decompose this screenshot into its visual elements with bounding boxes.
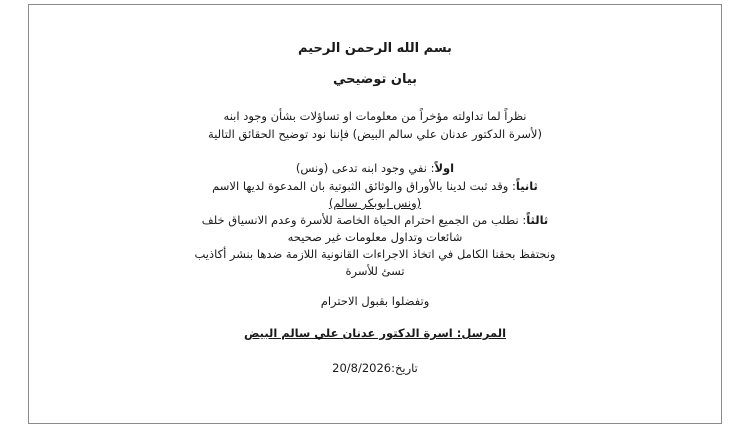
- closing-line: وتفضلوا بقبول الاحترام: [320, 294, 430, 308]
- point-2-label: ثانياً: [515, 179, 538, 193]
- date-line: تاريخ:20/8/2026: [332, 361, 418, 375]
- point-1-text: : نفي وجود ابنه تدعى (ونس): [295, 161, 435, 175]
- point-2-text: : وقد ثبت لدينا بالأوراق والوثائق الثبوتية بان المدعوة لديها الاسم: [212, 179, 516, 193]
- point-1-label: اولاً: [434, 161, 455, 175]
- sender-line: المرسل: اسرة الدكتور عدنان علي سالم البيض: [243, 326, 507, 340]
- point-3-label: ثالثاً: [526, 213, 549, 227]
- point-2-name: (ونس ابوبكر سالم): [328, 196, 422, 210]
- reserve-line-1: ونحتفظ بحقنا الكامل في اتخاذ الاجراءات القانونية اللازمة ضدها بنشر أكاذيب: [194, 247, 556, 261]
- point-3-text: : نطلب من الجميع احترام الحياة الخاصة للأسرة وعدم الانسياق خلف: [201, 213, 527, 227]
- point-3-continuation: شائعات وتداول معلومات غير صحيحه: [287, 230, 463, 244]
- intro-line-2: (لأسرة الدكتور عدنان علي سالم البيض) فإننا نود توضيح الحقائق التالية: [208, 127, 542, 141]
- point-2-name-line: [29, 198, 721, 210]
- intro-line-1: نظراً لما تداولته مؤخراً من معلومات او تساؤلات بشأن وجود ابنه: [223, 109, 527, 123]
- document-heading: بيان توضيحي: [332, 72, 418, 87]
- point-2: [29, 181, 721, 193]
- point-1: [29, 163, 721, 175]
- point-3: [29, 215, 721, 227]
- document-page: [28, 4, 722, 424]
- reserve-line-2: تسئ للأسرة: [345, 264, 405, 278]
- basmala: بسم الله الرحمن الرحيم: [298, 41, 452, 56]
